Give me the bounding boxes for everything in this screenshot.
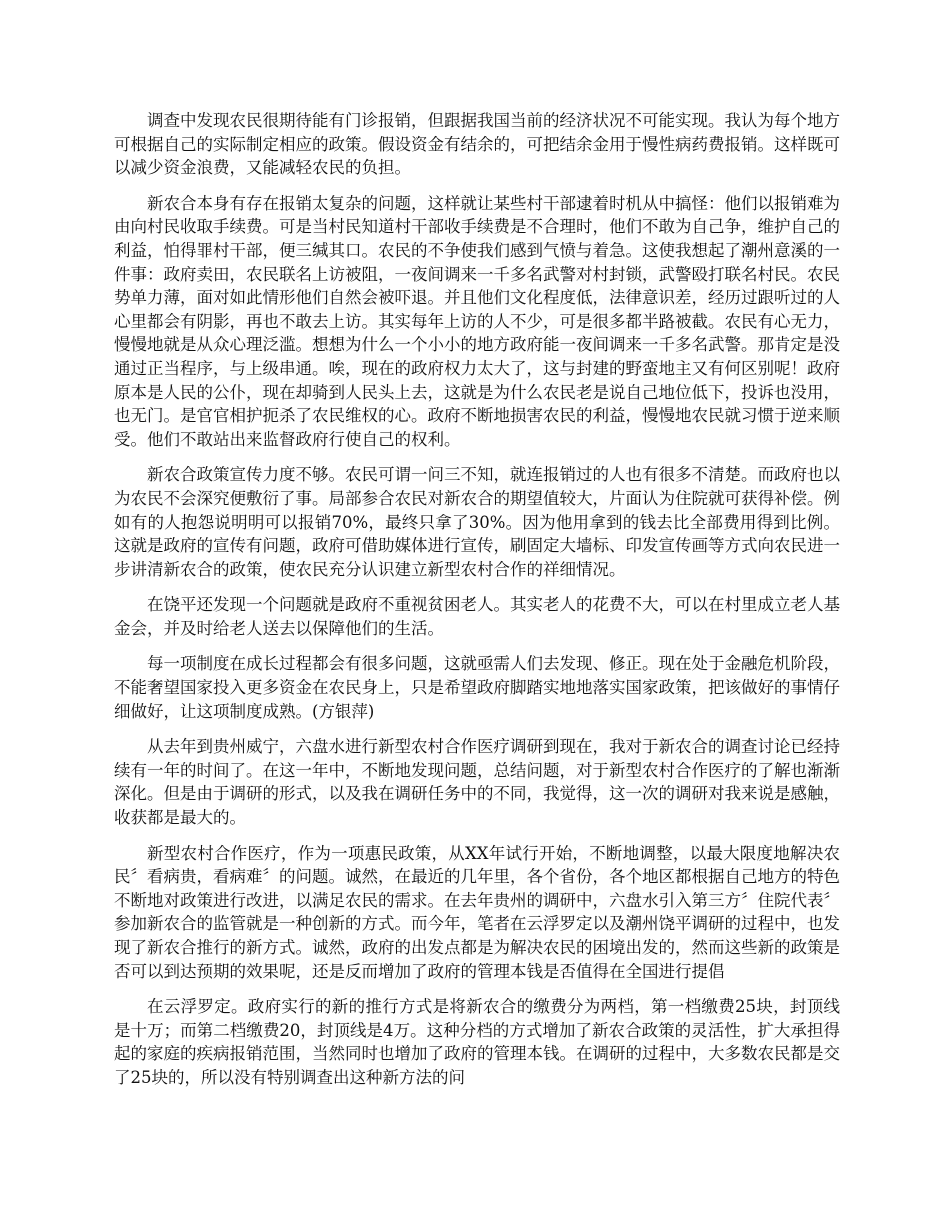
paragraph-2: 新农合本身有存在报销太复杂的问题，这样就让某些村干部逮着时机从中搞怪：他们以报销难为由向村民收取手续费。可是当村民知道村干部收手续费是不合理时，他们不敢为自己争，维护自己的利益，怕得罪村干部，便三缄其口。农民的不争使我们感到气愤与着急。这使我想起了潮州意溪的一件事：政府卖田，农民联名上访被阻，一夜间调来一千多名武警对村封锁，武警殴打联名村民。农民势单力薄，面对如此情形他们自然会被吓退。并且他们文化程度低，法律意识差，经历过跟听过的人心里都会有阴影，再也不敢去上访。其实每年上访的人不少，可是很多都半路被截。农民有心无力，慢慢地就是从众心理泛滥。想想为什么一个小小的地方政府能一夜间调来一千多名武警。那肯定是没通过正当程序，与上级串通。唉，现在的政府权力太大了，这与封建的野蛮地主又有何区别呢！政府原本是人民的公仆，现在却骑到人民头上去，这就是为什么农民老是说自己地位低下，投诉也没用，也无门。是官官相护扼杀了农民维权的心。政府不断地损害农民的利益，慢慢地农民就习惯于逆来顺受。他们不敢站出来监督政府行使自己的权利。: [114, 193, 840, 449]
paragraph-1: 调查中发现农民很期待能有门诊报销，但跟据我国当前的经济状况不可能实现。我认为每个地方可根据自己的实际制定相应的政策。假设资金有结余的，可把结余金用于慢性病药费报销。这样既可以减少资金浪费，又能减轻农民的负担。: [114, 111, 840, 178]
paragraph-8: 在云浮罗定。政府实行的新的推行方式是将新农合的缴费分为两档，第一档缴费25块，封顶线是十万；而第二档缴费20，封顶线是4万。这种分档的方式增加了新农合政策的灵活性，扩大承担得起的家庭的疾病报销范围，当然同时也增加了政府的管理本钱。在调研的过程中，大多数农民都是交了25块的，所以没有特别调查出这种新方法的问: [114, 997, 840, 1087]
paragraph-6: 从去年到贵州威宁，六盘水进行新型农村合作医疗调研到现在，我对于新农合的调查讨论已经持续有一年的时间了。在这一年中，不断地发现问题，总结问题，对于新型农村合作医疗的了解也渐渐深化。但是由于调研的形式，以及我在调研任务中的不同，我觉得，这一次的调研对我来说是感触，收获都是最大的。: [114, 737, 840, 828]
paragraph-4: 在饶平还发现一个问题就是政府不重视贫困老人。其实老人的花费不大，可以在村里成立老人基金会，并及时给老人送去以保障他们的生活。: [114, 595, 840, 638]
paragraph-7: 新型农村合作医疗，作为一项惠民政策，从XX年试行开始，不断地调整，以最大限度地解决农民〞看病贵，看病难〞的问题。诚然，在最近的几年里，各个省份，各个地区都根据自己地方的特色不断地对政策进行改进，以满足农民的需求。在去年贵州的调研中，六盘水引入第三方〞住院代表〞参加新农合的监管就是一种创新的方式。而今年，笔者在云浮罗定以及潮州饶平调研的过程中，也发现了新农合推行的新方式。诚然，政府的出发点都是为解决农民的困境出发的，然而这些新的政策是否可以到达预期的效果呢，还是反而增加了政府的管理本钱是否值得在全国进行提倡: [114, 843, 840, 981]
paragraph-3: 新农合政策宣传力度不够。农民可谓一问三不知，就连报销过的人也有很多不清楚。而政府也以为农民不会深究便敷衍了事。局部参合农民对新农合的期望值较大，片面认为住院就可获得补偿。例如有的人抱怨说明明可以报销70%，最终只拿了30%。因为他用拿到的钱去比全部费用得到比例。这就是政府的宣传有问题，政府可借助媒体进行宣传，刷固定大墙标、印发宣传画等方式向农民进一步讲清新农合的政策，使农民充分认识建立新型农村合作的祥细情况。: [114, 465, 840, 579]
document-body: [114, 109, 840, 1102]
paragraph-5: 每一项制度在成长过程都会有很多问题，这就亟需人们去发现、修正。现在处于金融危机阶段，不能奢望国家投入更多资金在农民身上，只是希望政府脚踏实地地落实国家政策，把该做好的事情仔细做好，让这项制度成熟。(方银萍): [114, 654, 840, 721]
